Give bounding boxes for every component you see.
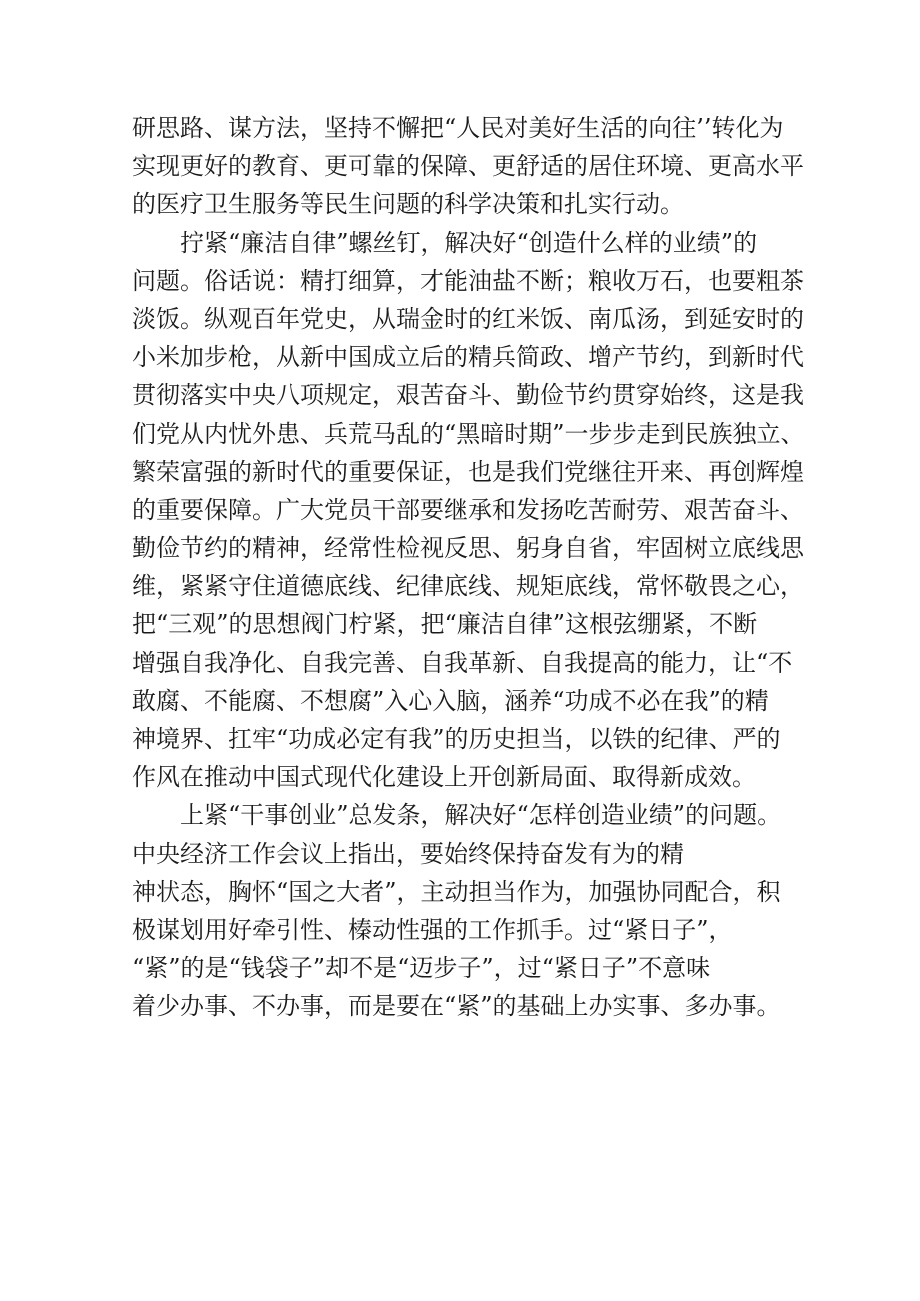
text-line-13: 维，紧紧守住道德底线、纪律底线、规矩底线，常怀敬畏之心， — [132, 572, 804, 601]
text-line-16: 敢腐、不能腐、不想腐”入心入脑，涵养“功成不必在我”的精 — [132, 686, 769, 715]
text-line-21: 神状态，胸怀“国之大者”，主动担当作为，加强协同配合，积 — [132, 877, 781, 906]
text-line-14: 把“三观”的思想阀门柠紧，把“廉洁自律”这根弦绷紧，不断 — [132, 610, 758, 639]
text-line-5: 问题。俗话说：精打细算，才能油盐不断；粮收万石，也要粗茶 — [132, 266, 804, 295]
text-line-3: 的医疗卫生服务等民生问题的科学决策和扎实行动。 — [132, 190, 684, 219]
text-line-2: 实现更好的教育、更可靠的保障、更舒适的居住环境、更高水平 — [132, 152, 804, 181]
text-line-4: 拧紧“廉洁自律”螺丝钉，解决好“创造什么样的业绩”的 — [180, 228, 758, 257]
text-line-19: 上紧“干事创业”总发条，解决好“怎样创造业绩”的问题。 — [180, 801, 782, 830]
text-line-20: 中央经济工作会议上指出，要始终保持奋发有为的精 — [132, 839, 684, 868]
text-line-18: 作风在推动中国式现代化建设上开创新局面、取得新成效。 — [132, 763, 756, 792]
text-line-1: 研思路、谋方法，坚持不懈把“人民对美好生活的向往’’转化为 — [132, 114, 784, 142]
text-line-11: 的重要保障。广大党员干部要继承和发扬吃苦耐劳、艰苦奋斗、 — [132, 495, 804, 524]
text-line-12: 勤俭节约的精神，经常性检视反思、躬身自省，牢固树立底线思 — [132, 534, 804, 563]
text-line-24: 着少办事、不办事，而是要在“紧”的基础上办实事、多办事。 — [132, 992, 781, 1021]
text-line-8: 贯彻落实中央八项规定，艰苦奋斗、勤俭节约贯穿始终，这是我 — [132, 381, 804, 410]
body-text — [132, 109, 805, 1026]
text-line-22: 极谋划用好牵引性、榛动性强的工作抓手。过“紧日子”， — [132, 915, 733, 944]
text-line-6: 淡饭。纵观百年党史，从瑞金时的红米饭、南瓜汤，到延安时的 — [132, 304, 804, 333]
text-line-17: 神境界、扛牢“功成必定有我”的历史担当，以铁的纪律、严的 — [132, 725, 781, 753]
text-line-7: 小米加步枪，从新中国成立后的精兵简政、增产节约，到新时代 — [132, 343, 804, 372]
text-line-23: “紧”的是“钱袋子”却不是“迈步子”，过“紧日子”不意味 — [132, 954, 711, 983]
text-line-15: 增强自我净化、自我完善、自我革新、自我提高的能力，让“不 — [132, 648, 793, 677]
text-line-9: 们党从内忧外患、兵荒马乱的“黑暗时期”一步步走到民族独立、 — [132, 419, 805, 448]
text-line-10: 繁荣富强的新时代的重要保证，也是我们党继往开来、再创辉煌 — [132, 457, 804, 486]
